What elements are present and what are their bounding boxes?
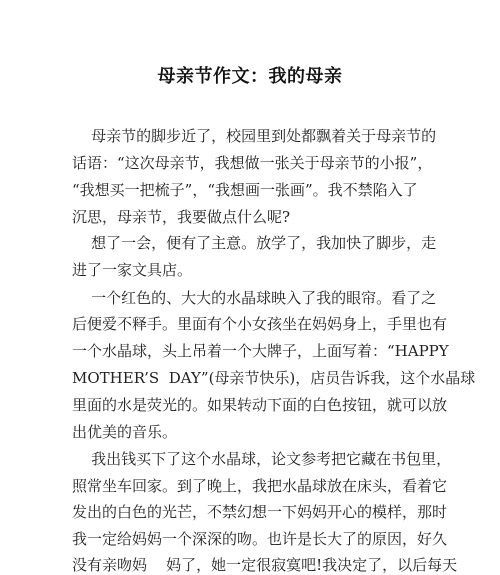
text-line: MOTHER’S DAY”(母亲节快乐)，店员告诉我，这个水晶球 [72,369,476,387]
text-line: 进了一家文具店。 [72,261,193,279]
text-line: 没有亲吻妈 妈了，她一定很寂寞吧!我决定了，以后每天 [72,556,458,574]
text-line: 沉思，母亲节，我要做点什么呢? [72,208,291,226]
text-line: 一个水晶球，头上吊着一个大牌子，上面写着：“HAPPY [72,342,449,360]
text-line: “我想买一把梳子”，“我想画一张画”。我不禁陷入了 [72,181,418,199]
text-line: 照常坐车回家。到了晚上，我把水晶球放在床头，看着它 [72,477,448,495]
text-line: 母亲节的脚步近了，校园里到处都飘着关于母亲节的 [72,127,437,145]
text-line: 我出钱买下了这个水晶球，论文参考把它藏在书包里， [72,450,452,468]
text-line: 话语：“这次母亲节，我想做一张关于母亲节的小报”， [72,154,433,172]
document-title: 母亲节作文：我的母亲 [157,66,343,87]
text-line: 后便爱不释手。里面有个小女孩坐在妈妈身上，手里也有 [72,315,448,333]
text-line: 出优美的音乐。 [72,423,178,441]
text-line: 里面的水是荧光的。如果转动下面的白色按钮，就可以放 [72,396,448,414]
text-line: 想了一会，便有了主意。放学了，我加快了脚步，走 [72,234,437,252]
text-line: 我一定给妈妈一个深深的吻。也许是长大了的原因，好久 [72,530,448,548]
text-line: 一个红色的、大大的水晶球映入了我的眼帘。看了之 [72,289,437,307]
text-line: 发出的白色的光芒，不禁幻想一下妈妈开心的模样，那时 [72,503,448,521]
